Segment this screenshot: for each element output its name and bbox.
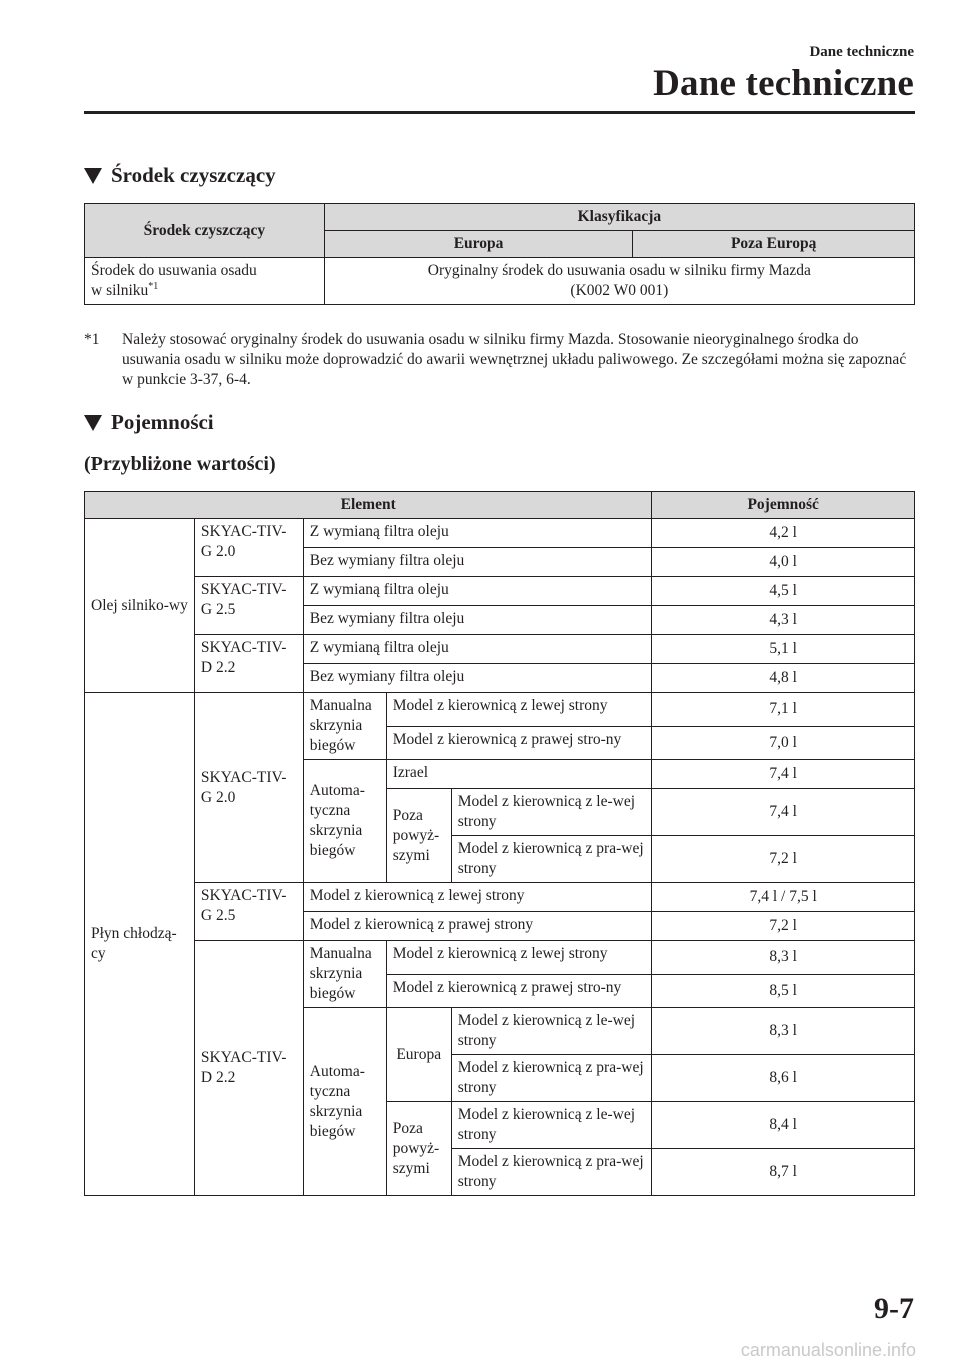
footnote — [84, 330, 914, 390]
capacity-value: 4,5 l — [652, 577, 915, 606]
steering-variant: Model z kierownicą z lewej strony — [303, 883, 652, 912]
steering-variant: Model z kierownicą z le-wej strony — [451, 789, 652, 836]
oil-condition: Bez wymiany filtra oleju — [303, 606, 652, 635]
steering-variant: Model z kierownicą z pra-wej strony — [451, 1149, 652, 1196]
capacities-table — [84, 491, 915, 1196]
section-heading-capacities — [84, 410, 214, 435]
capacity-value: 4,8 l — [652, 664, 915, 693]
section-subtitle: (Przybliżone wartości) — [84, 453, 276, 475]
capacity-value: 8,3 l — [652, 1008, 915, 1055]
capacity-value: 8,6 l — [652, 1055, 915, 1102]
capacity-value: 8,7 l — [652, 1149, 915, 1196]
steering-variant: Model z kierownicą z prawej strony — [303, 912, 652, 941]
transmission-manual: Manualna skrzynia biegów — [303, 941, 386, 1008]
section-title: Środek czyszczący — [111, 163, 276, 187]
header-element: Element — [85, 492, 652, 519]
engine-d22: SKYAC-TIV-D 2.2 — [194, 635, 303, 693]
triangle-bullet-icon — [84, 415, 102, 431]
running-header-title: Dane techniczne — [653, 63, 914, 104]
header-rule — [84, 111, 915, 114]
transmission-automatic: Automa-tyczna skrzynia biegów — [303, 1008, 386, 1196]
row-label-oil: Olej silniko-wy — [85, 519, 195, 693]
cleaner-table — [84, 203, 915, 305]
capacity-value: 5,1 l — [652, 635, 915, 664]
capacity-value: 4,2 l — [652, 519, 915, 548]
steering-variant: Model z kierownicą z prawej stro-ny — [386, 974, 652, 1008]
steering-variant: Model z kierownicą z prawej stro-ny — [386, 726, 652, 760]
capacity-value: 7,2 l — [652, 912, 915, 941]
steering-variant: Model z kierownicą z lewej strony — [386, 941, 652, 975]
transmission-manual: Manualna skrzynia biegów — [303, 693, 386, 760]
engine-g20: SKYAC-TIV-G 2.0 — [194, 693, 303, 883]
row-label-cleaner: Środek do usuwania osadu w silniku$^{*1}$ — [85, 258, 325, 305]
header-cleaner: Środek czyszczący — [85, 204, 325, 258]
page-number: 9-7 — [874, 1292, 914, 1325]
capacity-value: 8,5 l — [652, 974, 915, 1008]
engine-g25: SKYAC-TIV-G 2.5 — [194, 577, 303, 635]
capacity-value: 7,4 l / 7,5 l — [652, 883, 915, 912]
cleaner-value: Oryginalny środek do usuwania osadu w silniku firmy Mazda (K002 W0 001) — [324, 258, 914, 305]
running-header-small: Dane techniczne — [809, 44, 914, 60]
engine-d22: SKYAC-TIV-D 2.2 — [194, 941, 303, 1196]
header-outside-europe: Poza Europą — [633, 231, 915, 258]
transmission-automatic: Automa-tyczna skrzynia biegów — [303, 760, 386, 883]
steering-variant: Model z kierownicą z le-wej strony — [451, 1102, 652, 1149]
section-title: Pojemności — [111, 410, 214, 434]
capacity-value: 7,0 l — [652, 726, 915, 760]
footnote-text: Należy stosować oryginalny środek do usuwania osadu w silniku firmy Mazda. Stosowanie nieoryginalnego środka do usuwania osadu w silniku może doprowadzić do awarii wewnętrznej układu paliwowego. Ze szczegółami można się zapoznać w punkcie 3-37, 6-4. — [122, 331, 907, 388]
capacity-value: 7,1 l — [652, 693, 915, 727]
header-capacity: Pojemność — [652, 492, 915, 519]
row-label-coolant: Płyn chłodzą-cy — [85, 693, 195, 1196]
steering-variant: Model z kierownicą z pra-wej strony — [451, 836, 652, 883]
oil-condition: Bez wymiany filtra oleju — [303, 664, 652, 693]
capacity-value: 7,2 l — [652, 836, 915, 883]
oil-condition: Z wymianą filtra oleju — [303, 577, 652, 606]
market-other: Poza powyż-szymi — [386, 789, 451, 883]
watermark: carmanualsonline.info — [740, 1340, 916, 1360]
steering-variant: Model z kierownicą z pra-wej strony — [451, 1055, 652, 1102]
market-variant: Izrael — [386, 760, 652, 789]
engine-g25: SKYAC-TIV-G 2.5 — [194, 883, 303, 941]
engine-g20: SKYAC-TIV-G 2.0 — [194, 519, 303, 577]
oil-condition: Bez wymiany filtra oleju — [303, 548, 652, 577]
capacity-value: 7,4 l — [652, 789, 915, 836]
capacity-value: 4,0 l — [652, 548, 915, 577]
footnote-marker: *1 — [84, 331, 100, 348]
oil-condition: Z wymianą filtra oleju — [303, 519, 652, 548]
steering-variant: Model z kierownicą z le-wej strony — [451, 1008, 652, 1055]
capacity-value: 4,3 l — [652, 606, 915, 635]
section-heading-cleaner — [84, 163, 276, 188]
steering-variant: Model z kierownicą z lewej strony — [386, 693, 652, 727]
capacity-value: 8,4 l — [652, 1102, 915, 1149]
header-classification: Klasyfikacja — [324, 204, 914, 231]
market-other: Poza powyż-szymi — [386, 1102, 451, 1196]
market-europe: Europa — [386, 1008, 451, 1102]
capacity-value: 7,4 l — [652, 760, 915, 789]
triangle-bullet-icon — [84, 168, 102, 184]
capacity-value: 8,3 l — [652, 941, 915, 975]
header-europe: Europa — [324, 231, 633, 258]
oil-condition: Z wymianą filtra oleju — [303, 635, 652, 664]
